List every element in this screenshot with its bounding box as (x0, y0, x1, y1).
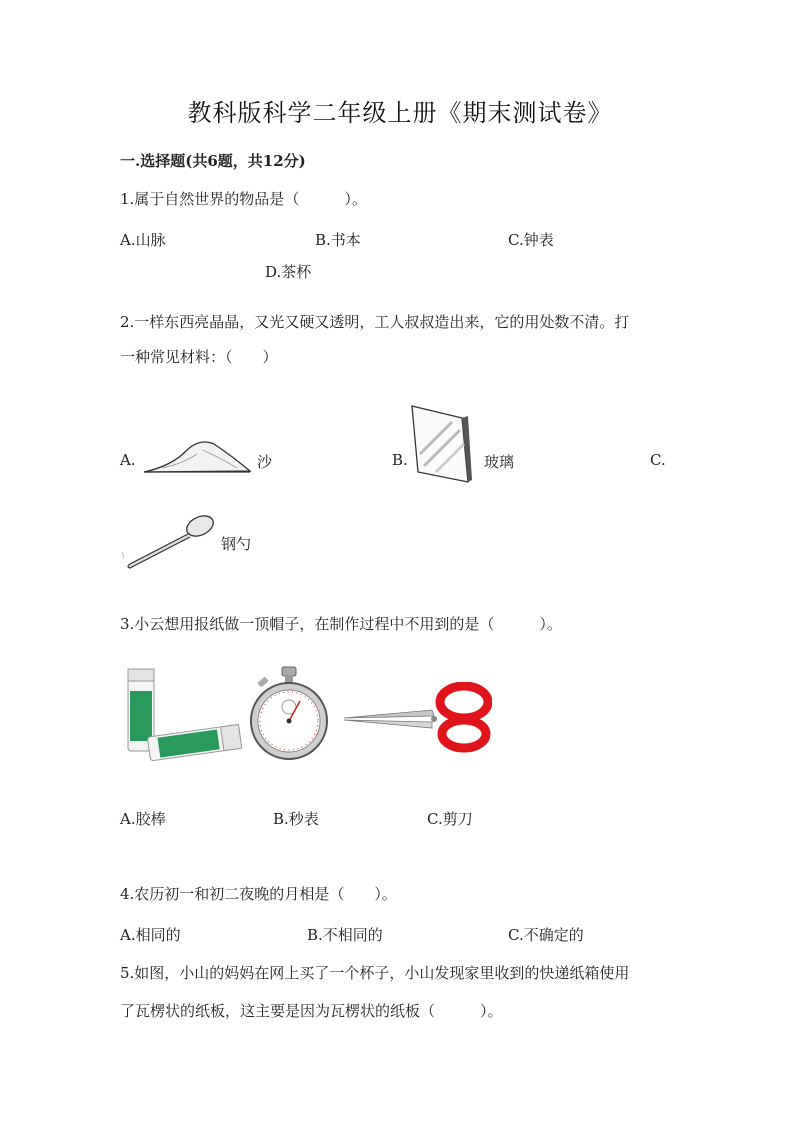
q3-option-c[interactable]: C.剪刀 (427, 810, 473, 828)
steel-spoon-image (120, 512, 216, 570)
sand-pile-image (142, 436, 252, 476)
q3-stem: 3.小云想用报纸做一顶帽子，在制作过程中不用到的是（ ）。 (120, 615, 562, 633)
q4-option-a[interactable]: A.相同的 (120, 926, 181, 944)
q4-option-b[interactable]: B.不相同的 (307, 926, 383, 944)
glass-pane-image (410, 404, 472, 484)
q3-option-b[interactable]: B.秒表 (273, 810, 319, 828)
q2-stem-line1: 2.一样东西亮晶晶，又光又硬又透明，工人叔叔造出来，它的用处数不清。打 (120, 313, 630, 331)
q1-option-c[interactable]: C.钟表 (508, 231, 554, 249)
q2-option-c-letter[interactable]: C. (650, 451, 666, 469)
stopwatch-image (248, 665, 330, 763)
q5-stem-line2: 了瓦楞状的纸板，这主要是因为瓦楞状的纸板（ ）。 (120, 1002, 503, 1020)
q1-option-b[interactable]: B.书本 (315, 231, 361, 249)
q1-stem: 1.属于自然世界的物品是（ ）。 (120, 190, 367, 208)
q2-stem-line2: 一种常见材料：（ ） (120, 348, 278, 366)
q4-stem: 4.农历初一和初二夜晚的月相是（ ）。 (120, 885, 397, 903)
q1-option-a[interactable]: A.山脉 (120, 231, 166, 249)
q2-option-a-letter[interactable]: A. (120, 451, 136, 469)
q1-option-d[interactable]: D.茶杯 (265, 263, 312, 281)
q2-option-b-letter[interactable]: B. (392, 451, 408, 469)
section-heading: 一.选择题(共6题，共12分) (120, 152, 306, 170)
q2-option-a-label[interactable]: 沙 (257, 453, 273, 471)
scissors-image (342, 682, 492, 754)
q3-option-a[interactable]: A.胶棒 (120, 810, 166, 828)
glue-stick-image (122, 665, 242, 763)
q2-option-b-label[interactable]: 玻璃 (484, 453, 515, 471)
q5-stem-line1: 5.如图，小山的妈妈在网上买了一个杯子，小山发现家里收到的快递纸箱使用 (120, 964, 630, 982)
page-title: 教科版科学二年级上册《期末测试卷》 (187, 99, 613, 127)
q2-option-c-label[interactable]: 钢勺 (221, 535, 252, 553)
q4-option-c[interactable]: C.不确定的 (508, 926, 584, 944)
